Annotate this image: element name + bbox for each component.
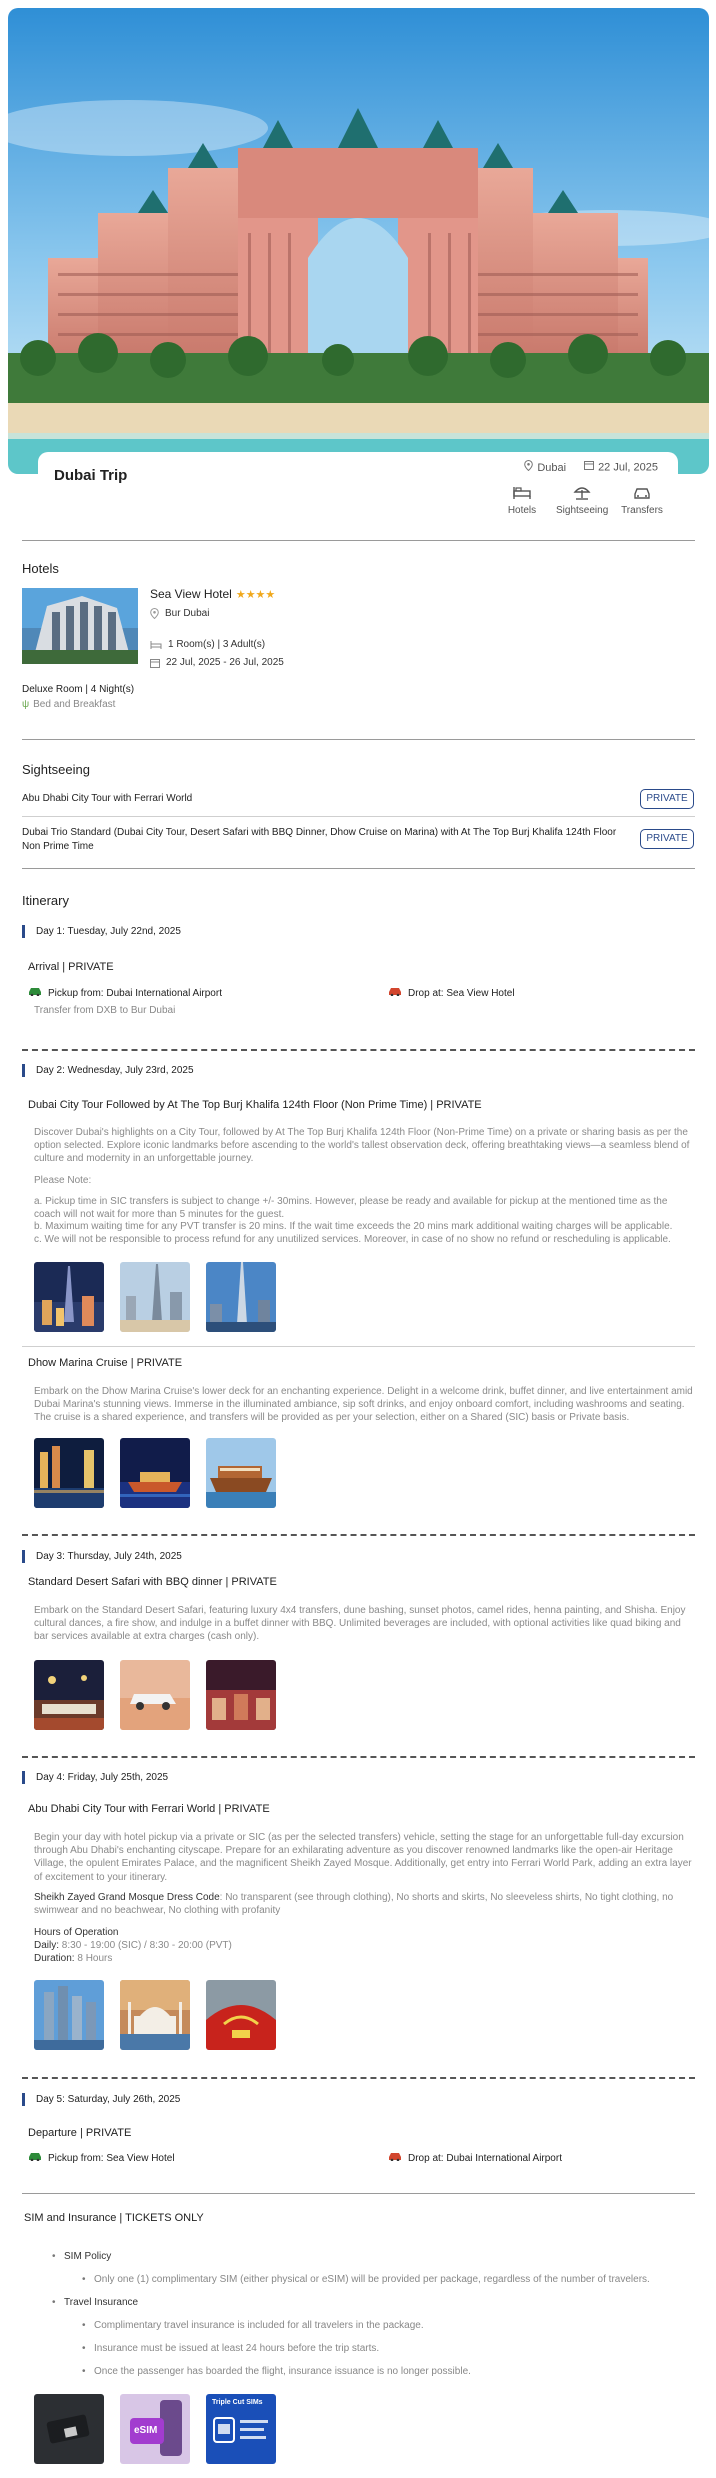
photo-thumbnail [206, 1660, 276, 1730]
sim-policy-item: • Only one (1) complimentary SIM (either physical or eSIM) will be provided per package, regardless of the number of travelers. [94, 2273, 650, 2287]
esim-photo [120, 2394, 190, 2464]
day-4-label: Day 4: Friday, July 25th, 2025 [22, 1771, 168, 1785]
day-1-pickup: Pickup from: Dubai International Airport [28, 986, 222, 1001]
divider [22, 1346, 695, 1347]
sightseeing-item: Abu Dhabi City Tour with Ferrari World [22, 793, 193, 804]
sim-photos [34, 2394, 276, 2464]
day-2-activity-2-photos [34, 1438, 276, 1508]
location-pin-icon [524, 460, 533, 476]
please-note: Please Note: [34, 1175, 92, 1186]
photo-thumbnail [120, 1262, 190, 1332]
umbrella-icon [573, 486, 591, 500]
calendar-icon [150, 658, 160, 668]
trip-summary-card [38, 452, 678, 530]
day-2-activity-1-title: Dubai City Tour Followed by At The Top Burj Khalifa 124th Floor (Non Prime Time) | PRIVATE [28, 1099, 482, 1111]
day-1-note: Transfer from DXB to Bur Dubai [34, 1005, 176, 1016]
day-4-photos [34, 1980, 276, 2050]
day-5-pickup: Pickup from: Sea View Hotel [28, 2151, 175, 2166]
car-drop-icon [388, 2151, 402, 2166]
day-1-drop: Drop at: Sea View Hotel [388, 986, 515, 1001]
day-2-activity-2-desc: Embark on the Dhow Marina Cruise's lower deck for an enchanting experience. Delight in a welcome drink, buffet dinner, and live entertainment amid Dubai Marina's stunning views. Immerse in the illuminated ambiance, sip soft drinks, and enjoy onboard comfort, including washrooms and seating. The cruise is a shared experience, and transfers will be provided as per your selection, either on a Shared (SIC) basis or Private basis. [34, 1386, 693, 1424]
day-divider [22, 1534, 695, 1536]
hotel-name: Sea View Hotel ★★★★ [150, 587, 276, 601]
note-b: b. Maximum waiting time for any PVT transfer is 20 mins. If the wait time exceeds the 20 mins mark additional waiting charges will be applicable. [34, 1221, 673, 1232]
day-3-photos [34, 1660, 276, 1730]
day-4-desc: Begin your day with hotel pickup via a private or SIC (as per the selected transfers) vehicle, setting the stage for an unforgettable full-day excursion through Abu Dhabi's enchanting cityscape. Prepare for an exhilarating adventure as you discover renowned landmarks like the open-air Heritage Village, the opulent Emirates Palace, and the magnificent Sheikh Zayed Mosque. Additionally, get entry into Ferrari World Park, adding an extra layer of excitement to your itinerary. [34, 1832, 692, 1883]
sim-card-photo [34, 2394, 104, 2464]
day-5-label: Day 5: Saturday, July 26th, 2025 [22, 2093, 180, 2107]
hero-image [8, 8, 709, 474]
tag-hotels: Hotels [496, 486, 548, 518]
dress-code: Sheikh Zayed Grand Mosque Dress Code: No transparent (see through clothing), No shorts and skirts, No sleeveless shirts, No tight clothing, no swimwear and no beachwear, No clothing with profanity [34, 1892, 674, 1917]
photo-thumbnail [120, 1660, 190, 1730]
hotel-dates: 22 Jul, 2025 - 26 Jul, 2025 [150, 656, 284, 670]
photo-thumbnail [120, 1980, 190, 2050]
sim-card-title: Triple Cut SIMs [212, 2399, 263, 2406]
divider [22, 739, 695, 740]
tag-sightseeing: Sightseeing [556, 486, 608, 518]
sim-policy: • SIM Policy [64, 2250, 111, 2264]
day-3-title: Standard Desert Safari with BBQ dinner | PRIVATE [28, 1576, 277, 1588]
tag-transfers: Transfers [616, 486, 668, 518]
duration: Duration: 8 Hours [34, 1953, 113, 1964]
hours-label: Hours of Operation [34, 1927, 119, 1938]
note-c: c. We will not be responsible to process refund for any unutilized services. Moreover, in case of no show no refund or rescheduling is applicable. [34, 1234, 671, 1245]
star-rating: ★★★★ [235, 589, 276, 601]
trip-date: 22 Jul, 2025 [584, 460, 658, 475]
photo-thumbnail [34, 1660, 104, 1730]
day-1-title: Arrival | PRIVATE [28, 961, 114, 973]
insurance-item: • Insurance must be issued at least 24 hours before the trip starts. [94, 2342, 379, 2356]
photo-thumbnail [120, 1438, 190, 1508]
triple-cut-sim-photo [206, 2394, 276, 2464]
photo-thumbnail [34, 1438, 104, 1508]
location-pin-icon [150, 608, 159, 619]
car-icon [633, 486, 651, 500]
divider [22, 816, 695, 817]
hotel-rooms: 1 Room(s) | 3 Adult(s) [150, 638, 265, 652]
photo-thumbnail [206, 1438, 276, 1508]
photo-thumbnail [206, 1262, 276, 1332]
hotel-location: Bur Dubai [150, 607, 209, 621]
divider [22, 540, 695, 541]
divider [22, 2193, 695, 2194]
car-pickup-icon [28, 986, 42, 1001]
private-badge: PRIVATE [640, 829, 694, 849]
day-2-activity-1-desc: Discover Dubai's highlights on a City Tour, followed by At The Top Burj Khalifa 124th Floor (Non-Prime Time) on a private or sharing basis as per the option selected. Explore iconic landmarks before ascending to the world's tallest observation deck, offering breathtaking views—a seamless blend of culture and modernity in an unforgettable journey. [34, 1127, 690, 1165]
fork-knife-icon: ψ [22, 699, 30, 710]
meal-plan: ψ Bed and Breakfast [22, 699, 116, 710]
day-5-drop: Drop at: Dubai International Airport [388, 2151, 562, 2166]
day-2-activity-1-photos [34, 1262, 276, 1332]
photo-thumbnail [34, 1980, 104, 2050]
calendar-icon [584, 460, 594, 475]
day-divider [22, 2077, 695, 2079]
day-5-title: Departure | PRIVATE [28, 2127, 132, 2139]
divider [22, 868, 695, 869]
day-4-title: Abu Dhabi City Tour with Ferrari World | PRIVATE [28, 1803, 270, 1815]
sightseeing-heading: Sightseeing [22, 762, 90, 777]
bed-icon [513, 486, 531, 500]
travel-insurance: • Travel Insurance [64, 2296, 138, 2310]
esim-label: eSIM [134, 2425, 158, 2436]
itinerary-heading: Itinerary [22, 893, 69, 908]
photo-thumbnail [206, 1980, 276, 2050]
day-divider [22, 1756, 695, 1758]
car-pickup-icon [28, 2151, 42, 2166]
day-1-label: Day 1: Tuesday, July 22nd, 2025 [22, 925, 181, 939]
sim-heading: SIM and Insurance | TICKETS ONLY [24, 2212, 204, 2224]
bed-icon [150, 640, 162, 650]
day-divider [22, 1049, 695, 1051]
sightseeing-item: Dubai Trio Standard (Dubai City Tour, Desert Safari with BBQ Dinner, Dhow Cruise on Marina) with At The Top Burj Khalifa 124th Floor Non Prime Time [22, 827, 617, 852]
hotel-image [22, 588, 138, 664]
day-2-label: Day 2: Wednesday, July 23rd, 2025 [22, 1064, 194, 1078]
insurance-item: • Once the passenger has boarded the flight, insurance issuance is no longer possible. [94, 2365, 471, 2379]
note-a: a. Pickup time in SIC transfers is subject to change +/- 30mins. However, please be ready and available for pickup at the mentioned time as the coach will not wait for more than 5 minutes for the guest. [34, 1196, 668, 1221]
hotels-heading: Hotels [22, 561, 59, 576]
private-badge: PRIVATE [640, 789, 694, 809]
car-drop-icon [388, 986, 402, 1001]
room-type: Deluxe Room | 4 Night(s) [22, 684, 135, 695]
trip-city: Dubai [524, 460, 566, 476]
day-2-activity-2-title: Dhow Marina Cruise | PRIVATE [28, 1357, 183, 1369]
day-3-label: Day 3: Thursday, July 24th, 2025 [22, 1550, 182, 1564]
trip-title: Dubai Trip [54, 467, 128, 484]
insurance-item: • Complimentary travel insurance is included for all travelers in the package. [94, 2319, 424, 2333]
daily-hours: Daily: 8:30 - 19:00 (SIC) / 8:30 - 20:00 (PVT) [34, 1940, 232, 1951]
photo-thumbnail [34, 1262, 104, 1332]
day-3-desc: Embark on the Standard Desert Safari, featuring luxury 4x4 transfers, dune bashing, sunset photos, camel rides, henna painting, and Shisha. Enjoy cultural dances, a fire show, and indulge in a buffet dinner with BBQ. Unlimited beverages are included, with optional activities like quad biking and bar services available at extra charges (cash only). [34, 1605, 686, 1643]
